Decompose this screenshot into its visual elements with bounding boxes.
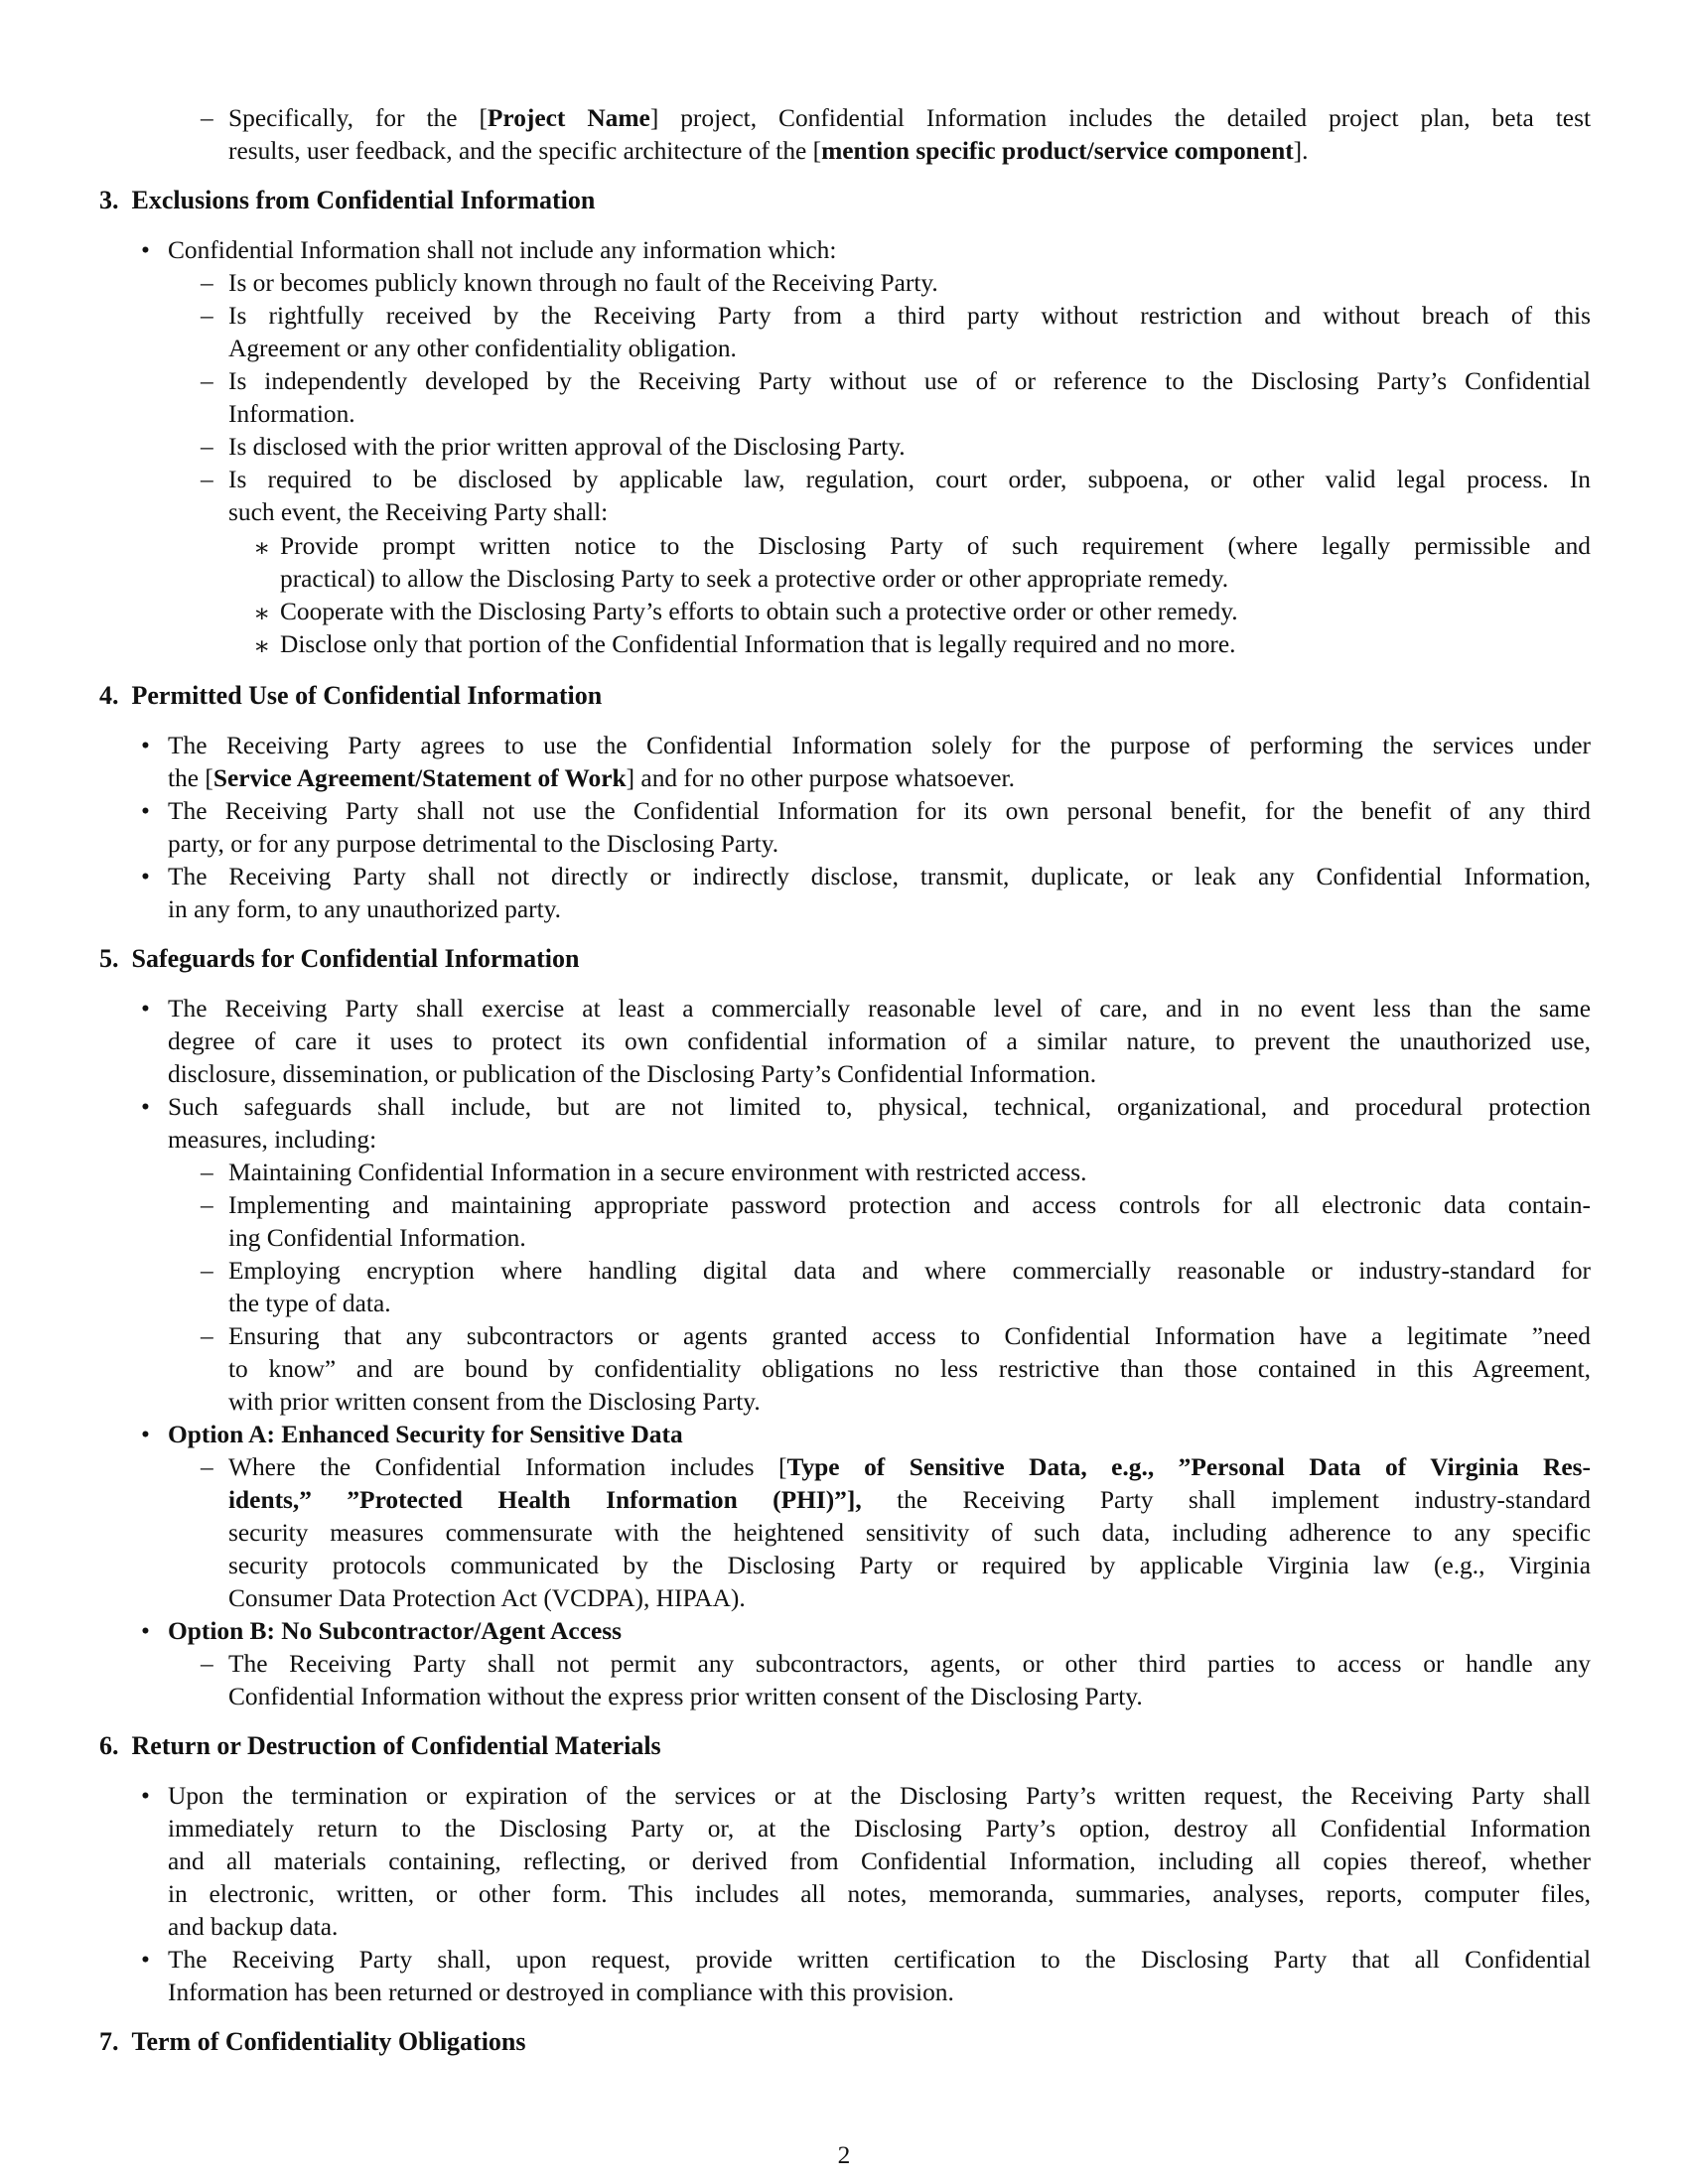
dash-marker: – [201, 1453, 213, 1481]
s3-subsub-line: Provide prompt written notice to the Disclosing Party of such requirement (where legally permissible and [280, 532, 1591, 560]
dash-marker: – [201, 104, 213, 132]
placeholder-service-agreement: Service Agreement/Statement of Work [212, 764, 627, 792]
bullet-marker: • [141, 797, 150, 825]
dash-marker: – [201, 367, 213, 395]
dash-marker: – [201, 1191, 213, 1219]
section-4-heading: 4. Permitted Use of Confidential Information [99, 681, 603, 710]
s4-line: The Receiving Party shall not use the Confidential Information for its own personal benefit, for the benefit of any third [168, 797, 1591, 825]
placeholder-sensitive-data: Type of Sensitive Data, e.g., ”Personal Data of Virginia Res- [786, 1453, 1591, 1481]
s6-line: Upon the termination or expiration of the services or at the Disclosing Party’s written request, the Receiving Party shall [168, 1782, 1591, 1810]
section-6-heading: 6. Return or Destruction of Confidential Materials [99, 1731, 661, 1760]
s6-line: in electronic, written, or other form. This includes all notes, memoranda, summaries, analyses, reports, computer files, [168, 1880, 1591, 1908]
bullet-marker: • [141, 1782, 150, 1810]
section-3-heading: 3. Exclusions from Confidential Information [99, 186, 596, 214]
s5-line: Such safeguards shall include, but are not limited to, physical, technical, organizational, and procedural protection [168, 1093, 1591, 1121]
star-marker: ∗ [253, 632, 271, 660]
s6-line: Information has been returned or destroyed in compliance with this provision. [168, 1979, 954, 2006]
s5-line: The Receiving Party shall exercise at least a commercially reasonable level of care, and in no event less than the same [168, 995, 1591, 1023]
s4-line: in any form, to any unauthorized party. [168, 895, 562, 923]
s3-lead: Confidential Information shall not include any information which: [168, 236, 837, 264]
dash-marker: – [201, 1322, 213, 1350]
intro-line-1: Specifically, for the [Project Name] project, Confidential Information includes the detailed project plan, beta test [228, 104, 1592, 132]
bullet-marker: • [141, 236, 150, 264]
s3-sub-line: Information. [228, 400, 355, 428]
s5-line: measures, including: [168, 1126, 377, 1154]
s5-sub-line: Employing encryption where handling digital data and where commercially reasonable or industry-standard for [228, 1257, 1591, 1285]
s6-line: The Receiving Party shall, upon request, provide written certification to the Disclosing Party that all Confidential [168, 1946, 1591, 1974]
s4-line: The Receiving Party shall not directly or indirectly disclose, transmit, duplicate, or leak any Confidential Information, [168, 863, 1591, 890]
intro-line-2: results, user feedback, and the specific architecture of the [mention specific product/service component]. [228, 137, 1309, 165]
bullet-marker: • [141, 1421, 150, 1448]
s5-sub-line: the type of data. [228, 1290, 391, 1317]
s3-subsub-line: Cooperate with the Disclosing Party’s efforts to obtain such a protective order or other remedy. [280, 598, 1238, 625]
section-7-heading: 7. Term of Confidentiality Obligations [99, 2027, 526, 2056]
s3-sub-line: Agreement or any other confidentiality obligation. [228, 335, 737, 362]
s5-line: degree of care it uses to protect its own confidential information of a similar nature, to prevent the unauthorized use, [168, 1027, 1591, 1055]
s4-line: The Receiving Party agrees to use the Confidential Information solely for the purpose of performing the services under [168, 732, 1591, 759]
star-marker: ∗ [253, 534, 271, 562]
page-number: 2 [837, 2141, 851, 2169]
bullet-marker: • [141, 1093, 150, 1121]
dash-marker: – [201, 466, 213, 493]
s3-subsub-line: practical) to allow the Disclosing Party to seek a protective order or other appropriate remedy. [280, 565, 1229, 593]
s3-sub-line: Is required to be disclosed by applicable law, regulation, court order, subpoena, or other valid legal process. In [228, 466, 1591, 493]
s3-sub-line: Is disclosed with the prior written approval of the Disclosing Party. [228, 433, 906, 461]
s3-sub-line: such event, the Receiving Party shall: [228, 498, 609, 526]
s4-line: party, or for any purpose detrimental to the Disclosing Party. [168, 830, 779, 858]
option-a-line: security protocols communicated by the Disclosing Party or required by applicable Virginia law (e.g., Virginia [228, 1552, 1591, 1579]
dash-marker: – [201, 433, 213, 461]
s4-line: the [Service Agreement/Statement of Work] and for no other purpose whatsoever. [168, 764, 1015, 792]
dash-marker: – [201, 269, 213, 297]
s3-sub-line: Is or becomes publicly known through no fault of the Receiving Party. [228, 269, 938, 297]
option-a-line: Where the Confidential Information includes [Type of Sensitive Data, e.g., ”Personal Data of Virginia Res- [228, 1453, 1591, 1481]
option-a-title: Option A: Enhanced Security for Sensitive Data [168, 1421, 683, 1448]
dash-marker: – [201, 1650, 213, 1678]
s3-subsub-line: Disclose only that portion of the Confidential Information that is legally required and no more. [280, 630, 1236, 658]
s6-line: and all materials containing, reflecting, or derived from Confidential Information, including all copies thereof, whether [168, 1847, 1591, 1875]
s5-sub-line: Ensuring that any subcontractors or agents granted access to Confidential Information have a legitimate ”need [228, 1322, 1591, 1350]
option-a-line: Consumer Data Protection Act (VCDPA), HIPAA). [228, 1584, 746, 1612]
s5-sub-line: to know” and are bound by confidentiality obligations no less restrictive than those contained in this Agreement, [228, 1355, 1591, 1383]
bullet-marker: • [141, 1946, 150, 1974]
option-b-line: The Receiving Party shall not permit any subcontractors, agents, or other third parties to access or handle any [228, 1650, 1591, 1678]
s3-sub-line: Is rightfully received by the Receiving Party from a third party without restriction and without breach of this [228, 302, 1591, 330]
bullet-marker: • [141, 1617, 150, 1645]
bullet-marker: • [141, 732, 150, 759]
option-a-line: security measures commensurate with the heightened sensitivity of such data, including adherence to any specific [228, 1519, 1591, 1547]
section-5-heading: 5. Safeguards for Confidential Information [99, 944, 580, 973]
option-b-title: Option B: No Subcontractor/Agent Access [168, 1617, 623, 1645]
s6-line: and backup data. [168, 1913, 339, 1941]
option-b-line: Confidential Information without the express prior written consent of the Disclosing Party. [228, 1683, 1143, 1710]
placeholder-component: mention specific product/service component [821, 137, 1294, 165]
s5-sub-line: with prior written consent from the Disclosing Party. [228, 1388, 761, 1416]
option-a-line: idents,” ”Protected Health Information (PHI)”], the Receiving Party shall implement industry-standard [228, 1486, 1591, 1514]
s5-sub-line: ing Confidential Information. [228, 1224, 526, 1252]
dash-marker: – [201, 1257, 213, 1285]
dash-marker: – [201, 302, 213, 330]
s5-sub-line: Implementing and maintaining appropriate password protection and access controls for all electronic data contain- [228, 1191, 1591, 1219]
dash-marker: – [201, 1159, 213, 1186]
s3-sub-line: Is independently developed by the Receiving Party without use of or reference to the Disclosing Party’s Confidential [228, 367, 1591, 395]
s5-line: disclosure, dissemination, or publication of the Disclosing Party’s Confidential Information. [168, 1060, 1097, 1088]
star-marker: ∗ [253, 600, 271, 627]
bullet-marker: • [141, 863, 150, 890]
s6-line: immediately return to the Disclosing Party or, at the Disclosing Party’s option, destroy all Confidential Information [168, 1815, 1591, 1843]
bullet-marker: • [141, 995, 150, 1023]
s5-sub-line: Maintaining Confidential Information in a secure environment with restricted access. [228, 1159, 1087, 1186]
placeholder-project-name: Project Name [487, 104, 650, 132]
